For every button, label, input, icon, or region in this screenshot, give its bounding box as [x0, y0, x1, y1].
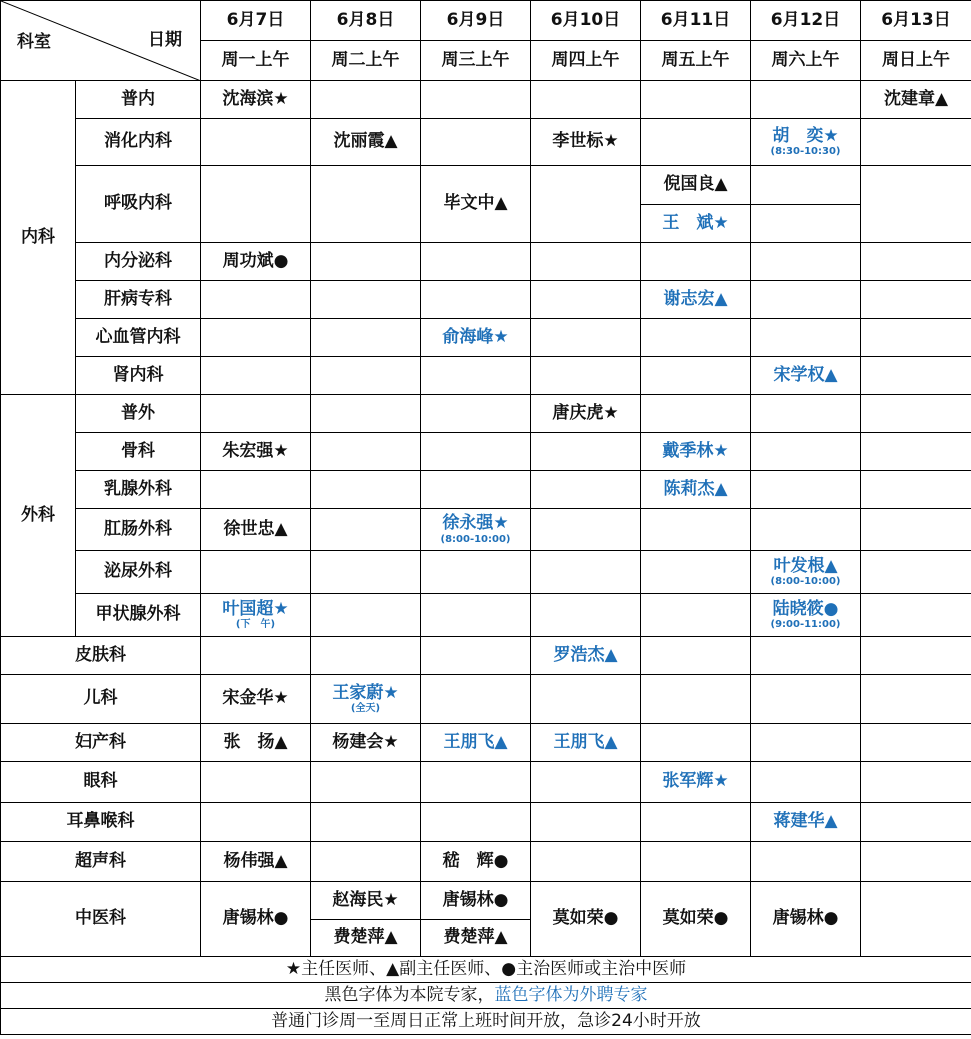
dept-label: 骨科: [76, 433, 201, 471]
empty-cell: [861, 637, 971, 675]
corner-date-label: 日期: [148, 30, 182, 50]
doctor-name: 叶国超★: [222, 598, 289, 619]
legend-row: ★主任医师、▲副主任医师、●主治医师或主治中医师: [1, 957, 971, 983]
empty-cell: [421, 243, 531, 281]
empty-cell: [531, 81, 641, 119]
date-header: 6月10日: [531, 1, 641, 41]
empty-cell: [751, 509, 861, 551]
doctor-name: 叶发根▲: [773, 555, 838, 576]
empty-cell: [641, 675, 751, 724]
date-header: 6月7日: [201, 1, 311, 41]
empty-cell: [201, 637, 311, 675]
date-header: 6月11日: [641, 1, 751, 41]
dept-label: 普外: [76, 395, 201, 433]
doctor-cell: 费楚萍▲: [421, 920, 531, 957]
empty-cell: [421, 281, 531, 319]
empty-cell: [861, 762, 971, 803]
empty-cell: [311, 762, 421, 803]
empty-cell: [861, 433, 971, 471]
empty-cell: [531, 281, 641, 319]
empty-cell: [861, 675, 971, 724]
weekday-header: 周五上午: [641, 41, 751, 81]
doctor-name: 陆晓筱●: [772, 598, 839, 619]
doctor-cell: [751, 594, 861, 637]
doctor-cell: 周功斌●: [201, 243, 311, 281]
doctor-cell: 倪国良▲: [641, 166, 751, 205]
empty-cell: [861, 281, 971, 319]
doctor-cell: 唐锡林●: [751, 882, 861, 957]
date-header: 6月9日: [421, 1, 531, 41]
dept-label: 呼吸内科: [76, 166, 201, 243]
empty-cell: [641, 594, 751, 637]
dept-label: 肝病专科: [76, 281, 201, 319]
empty-cell: [201, 357, 311, 395]
date-header: 6月12日: [751, 1, 861, 41]
color-note-blue: 蓝色字体为外聘专家: [494, 984, 648, 1005]
dept-label: 耳鼻喉科: [1, 803, 201, 842]
empty-cell: [421, 433, 531, 471]
dept-label: 超声科: [1, 842, 201, 882]
empty-cell: [421, 637, 531, 675]
dept-label: 肾内科: [76, 357, 201, 395]
empty-cell: [641, 357, 751, 395]
empty-cell: [641, 319, 751, 357]
empty-cell: [421, 81, 531, 119]
empty-cell: [641, 637, 751, 675]
empty-cell: [311, 281, 421, 319]
doctor-cell: 毕文中▲: [421, 166, 531, 243]
weekday-header: 周四上午: [531, 41, 641, 81]
doctor-cell: 沈海滨★: [201, 81, 311, 119]
doctor-cell: 蒋建华▲: [751, 803, 861, 842]
empty-cell: [531, 551, 641, 594]
empty-cell: [311, 842, 421, 882]
dept-label: 心血管内科: [76, 319, 201, 357]
time-note: (9:00-11:00): [770, 619, 841, 631]
empty-cell: [751, 762, 861, 803]
empty-cell: [421, 762, 531, 803]
empty-cell: [201, 119, 311, 166]
color-note-black: 黑色字体为本院专家，: [324, 984, 495, 1005]
dept-label: 泌尿外科: [76, 551, 201, 594]
empty-cell: [531, 762, 641, 803]
doctor-cell: 戴季林★: [641, 433, 751, 471]
empty-cell: [641, 119, 751, 166]
empty-cell: [751, 637, 861, 675]
dept-label: 消化内科: [76, 119, 201, 166]
doctor-cell: 唐锡林●: [421, 882, 531, 920]
empty-cell: [421, 471, 531, 509]
empty-cell: [641, 842, 751, 882]
empty-cell: [311, 803, 421, 842]
doctor-cell: 宋学权▲: [751, 357, 861, 395]
empty-cell: [531, 803, 641, 842]
empty-cell: [421, 119, 531, 166]
doctor-cell: 罗浩杰▲: [531, 637, 641, 675]
dept-label: 皮肤科: [1, 637, 201, 675]
doctor-cell: 谢志宏▲: [641, 281, 751, 319]
doctor-cell: [751, 119, 861, 166]
empty-cell: [531, 471, 641, 509]
dept-label: 普内: [76, 81, 201, 119]
empty-cell: [751, 281, 861, 319]
doctor-name: 王家蔚★: [332, 682, 399, 703]
empty-cell: [421, 594, 531, 637]
doctor-cell: 杨建会★: [311, 724, 421, 762]
empty-cell: [421, 357, 531, 395]
empty-cell: [861, 803, 971, 842]
doctor-cell: 李世标★: [531, 119, 641, 166]
hours-note-row: 普通门诊周一至周日正常上班时间开放，急诊24小时开放: [1, 1009, 971, 1035]
empty-cell: [641, 803, 751, 842]
doctor-cell: 沈建章▲: [861, 81, 971, 119]
empty-cell: [311, 637, 421, 675]
empty-cell: [861, 357, 971, 395]
dept-label: 乳腺外科: [76, 471, 201, 509]
empty-cell: [861, 243, 971, 281]
weekday-header: 周二上午: [311, 41, 421, 81]
empty-cell: [421, 551, 531, 594]
doctor-name: 胡 奕★: [772, 125, 839, 146]
group-label-waike: 外科: [1, 395, 76, 637]
empty-cell: [201, 319, 311, 357]
dept-label: 妇产科: [1, 724, 201, 762]
doctor-cell: 杨伟强▲: [201, 842, 311, 882]
empty-cell: [751, 205, 861, 243]
empty-cell: [751, 842, 861, 882]
doctor-cell: 俞海峰★: [421, 319, 531, 357]
empty-cell: [311, 433, 421, 471]
weekday-header: 周日上午: [861, 41, 971, 81]
empty-cell: [861, 319, 971, 357]
doctor-cell: 王朋飞▲: [531, 724, 641, 762]
doctor-cell: 徐世忠▲: [201, 509, 311, 551]
date-header: 6月8日: [311, 1, 421, 41]
empty-cell: [861, 551, 971, 594]
doctor-cell: 张军辉★: [641, 762, 751, 803]
dept-label: 中医科: [1, 882, 201, 957]
empty-cell: [751, 395, 861, 433]
empty-cell: [531, 357, 641, 395]
time-note: (8:00-10:00): [770, 576, 841, 588]
time-note: (8:00-10:00): [440, 533, 511, 545]
empty-cell: [201, 395, 311, 433]
empty-cell: [421, 675, 531, 724]
corner-dept-label: 科室: [17, 32, 51, 53]
empty-cell: [751, 319, 861, 357]
weekday-header: 周三上午: [421, 41, 531, 81]
doctor-cell: 宋金华★: [201, 675, 311, 724]
doctor-cell: [311, 675, 421, 724]
empty-cell: [531, 594, 641, 637]
empty-cell: [641, 724, 751, 762]
empty-cell: [311, 395, 421, 433]
color-note-row: [1, 983, 971, 1009]
empty-cell: [641, 551, 751, 594]
doctor-cell: [201, 594, 311, 637]
empty-cell: [421, 395, 531, 433]
doctor-cell: 王朋飞▲: [421, 724, 531, 762]
dept-label: 甲状腺外科: [76, 594, 201, 637]
empty-cell: [641, 509, 751, 551]
time-note: (全天): [350, 703, 381, 715]
empty-cell: [751, 433, 861, 471]
empty-cell: [311, 243, 421, 281]
empty-cell: [531, 842, 641, 882]
empty-cell: [861, 724, 971, 762]
doctor-cell: 唐锡林●: [201, 882, 311, 957]
empty-cell: [751, 675, 861, 724]
empty-cell: [641, 243, 751, 281]
dept-label: 内分泌科: [76, 243, 201, 281]
empty-cell: [861, 882, 971, 957]
empty-cell: [421, 803, 531, 842]
doctor-cell: 费楚萍▲: [311, 920, 421, 957]
empty-cell: [861, 166, 971, 243]
empty-cell: [751, 81, 861, 119]
dept-label: 肛肠外科: [76, 509, 201, 551]
empty-cell: [201, 281, 311, 319]
doctor-cell: 朱宏强★: [201, 433, 311, 471]
doctor-cell: 王 斌★: [641, 205, 751, 243]
doctor-cell: 莫如荣●: [641, 882, 751, 957]
doctor-cell: 莫如荣●: [531, 882, 641, 957]
date-header: 6月13日: [861, 1, 971, 41]
weekday-header: 周一上午: [201, 41, 311, 81]
empty-cell: [751, 243, 861, 281]
doctor-cell: 嵇 辉●: [421, 842, 531, 882]
group-label-neike: 内科: [1, 81, 76, 395]
empty-cell: [861, 471, 971, 509]
empty-cell: [311, 509, 421, 551]
empty-cell: [861, 594, 971, 637]
doctor-cell: 唐庆虎★: [531, 395, 641, 433]
empty-cell: [201, 551, 311, 594]
empty-cell: [311, 319, 421, 357]
empty-cell: [311, 551, 421, 594]
empty-cell: [641, 395, 751, 433]
time-note: (8:30-10:30): [770, 146, 841, 158]
corner-header: [1, 1, 201, 81]
empty-cell: [531, 243, 641, 281]
time-note: (下 午): [235, 619, 276, 631]
weekday-header: 周六上午: [751, 41, 861, 81]
empty-cell: [201, 803, 311, 842]
doctor-cell: [421, 509, 531, 551]
empty-cell: [751, 166, 861, 205]
doctor-name: 徐永强★: [442, 513, 509, 534]
empty-cell: [531, 675, 641, 724]
dept-label: 儿科: [1, 675, 201, 724]
empty-cell: [201, 471, 311, 509]
empty-cell: [861, 509, 971, 551]
empty-cell: [311, 594, 421, 637]
dept-label: 眼科: [1, 762, 201, 803]
empty-cell: [311, 81, 421, 119]
doctor-cell: 张 扬▲: [201, 724, 311, 762]
empty-cell: [861, 842, 971, 882]
empty-cell: [751, 471, 861, 509]
empty-cell: [311, 357, 421, 395]
empty-cell: [311, 471, 421, 509]
empty-cell: [531, 509, 641, 551]
empty-cell: [751, 724, 861, 762]
empty-cell: [201, 166, 311, 243]
doctor-cell: 沈丽霞▲: [311, 119, 421, 166]
empty-cell: [531, 166, 641, 243]
doctor-cell: [751, 551, 861, 594]
empty-cell: [861, 119, 971, 166]
empty-cell: [531, 319, 641, 357]
empty-cell: [641, 81, 751, 119]
empty-cell: [531, 433, 641, 471]
doctor-cell: 陈莉杰▲: [641, 471, 751, 509]
empty-cell: [311, 166, 421, 243]
empty-cell: [201, 762, 311, 803]
empty-cell: [861, 395, 971, 433]
doctor-cell: 赵海民★: [311, 882, 421, 920]
